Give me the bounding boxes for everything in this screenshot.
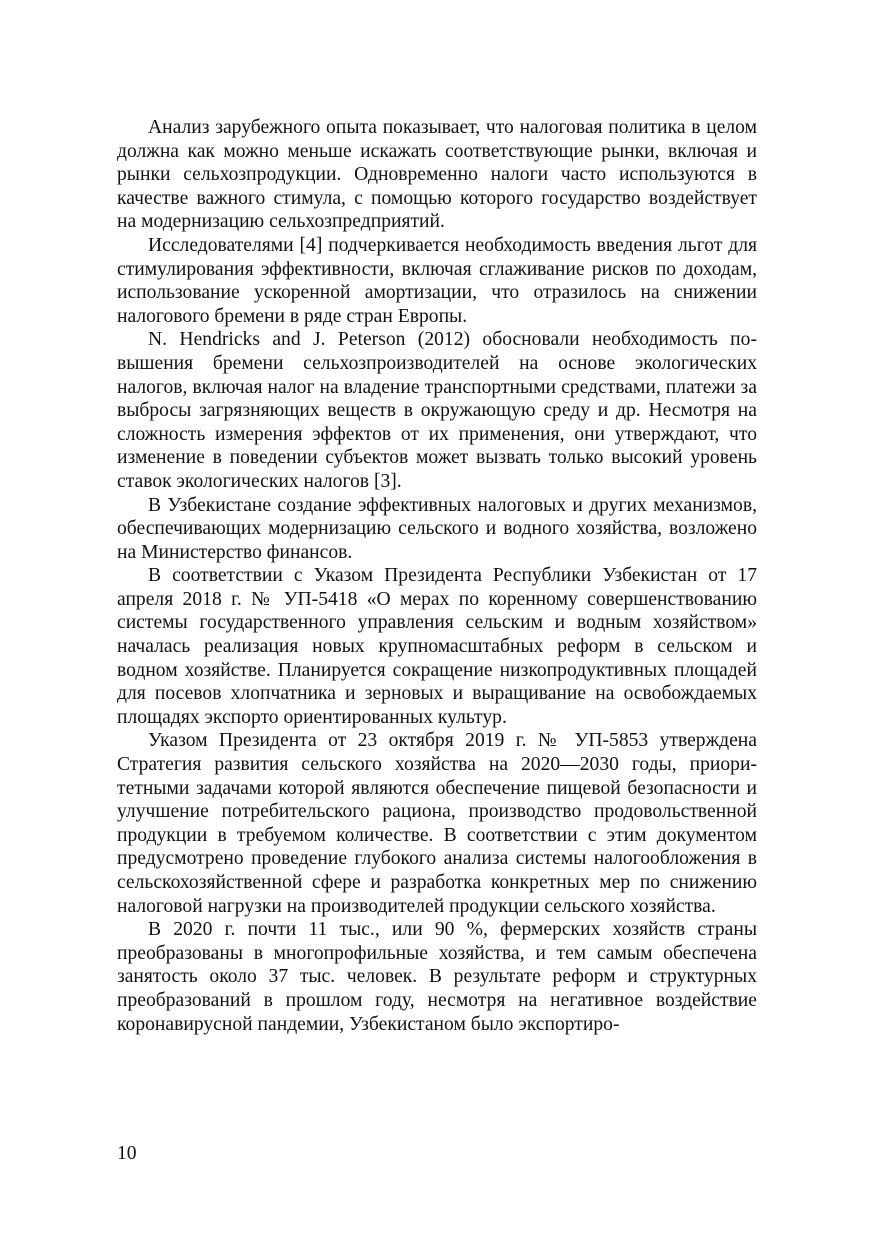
paragraph-3: N. Hendricks and J. Peterson (2012) обосновали необходимость повышения бремени сельхозпроизводителей на основе экологических налогов, включая налог на владение транспортными средствами, платежи за выбросы загрязняющих веществ в окружающую среду и др. Несмотря на сложность измерения эффектов от их применения, они утверждают, что изменение в поведении субъектов может вызвать только высокий уровень ставок экологических налогов [3]. <box>117 329 757 492</box>
page-number: 10 <box>117 1143 137 1164</box>
paragraph-4: В Узбекистане создание эффективных налоговых и других механизмов, обеспечивающих модернизацию сельского и водного хозяйства, возложено на Министерство финансов. <box>117 494 757 563</box>
paragraph-6: Указом Президента от 23 октября 2019 г. № УП-5853 утверждена Стратегия развития сельского хозяйства на 2020—2030 годы, приоритетными задачами которой являются обеспечение пищевой безопасности и улучшение потребительского рациона, производство продовольственной продукции в требуемом количестве. В соответствии с этим документом предусмотрено проведение глубокого анализа системы налогообложения в сельскохозяйственной сфере и разработка конкретных мер по снижению налоговой нагрузки на производителей продукции сельского хозяйства. <box>117 730 757 917</box>
paragraph-5: В соответствии с Указом Президента Республики Узбекистан от 17 апреля 2018 г. № УП-5418 «О мерах по коренному совершенствованию системы государственного управления сельским и водным хозяйством» началась реализация новых крупномасштабных реформ в сельском и водном хозяйстве. Планируется сокращение низкопродуктивных площадей для посевов хлопчатника и зерновых и выращивание на освобождаемых площадях экспорто ориентированных культур. <box>117 565 757 728</box>
paragraph-1: Анализ зарубежного опыта показывает, что налоговая политика в целом должна как можно меньше искажать соответствующие рынки, включая и рынки сельхозпродукции. Одновременно налоги часто используются в качестве важного стимула, с помощью которого государство воздействует на модернизацию сельхозпредприятий. <box>117 117 757 233</box>
page-body <box>117 116 757 1036</box>
paragraph-7: В 2020 г. почти 11 тыс., или 90 %, фермерских хозяйств страны преобразованы в многопрофильные хозяйства, и тем самым обеспечена занятость около 37 тыс. человек. В результате реформ и структурных преобразований в прошлом году, несмотря на негативное воздействие коронавирусной пандемии, Узбекистаном было экспортиро- <box>117 919 757 1035</box>
paragraph-2: Исследователями [4] подчеркивается необходимость введения льгот для стимулирования эффективности, включая сглаживание рисков по доходам, использование ускоренной амортизации, что отразилось на снижении налогового бремени в ряде стран Европы. <box>117 234 757 327</box>
